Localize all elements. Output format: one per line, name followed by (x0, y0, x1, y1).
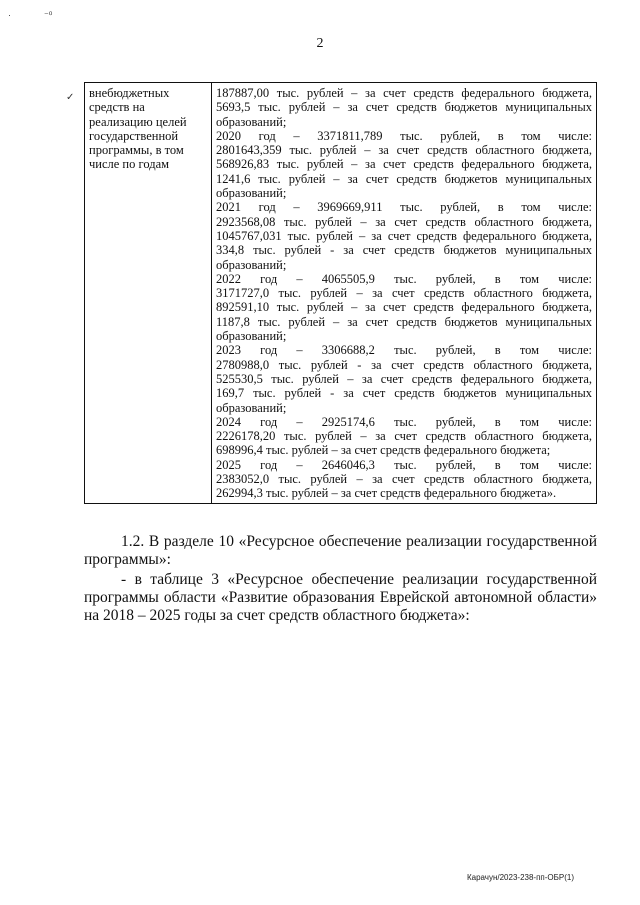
funding-line: образований; (216, 257, 287, 272)
funding-line: 568926,83 тыс. рублей – за счет средств федерального бюджета, (216, 157, 592, 172)
label-line: внебюджетных (89, 86, 170, 100)
label-line: государственной (89, 128, 179, 143)
funding-line: 5693,5 тыс. рублей – за счет средств бюджетов муниципальных (216, 100, 592, 115)
paragraph-line: - в таблице 3 «Ресурсное обеспечение реализации государственной (121, 571, 597, 588)
paragraph-line: 1.2. В разделе 10 «Ресурсное обеспечение реализации государственной (121, 533, 597, 550)
document-reference-footer: Карачун/2023-238-пп-ОБР(1) (466, 873, 574, 882)
funding-line: 2022 год – 4065505,9 тыс. рублей, в том числе: (216, 271, 592, 286)
funding-line: 698996,4 тыс. рублей – за счет средств федерального бюджета; (216, 443, 551, 458)
scan-mark-tick: ✓ (66, 92, 75, 103)
paragraph-line: программы»: (84, 551, 171, 568)
label-line: числе по годам (89, 157, 170, 172)
paragraph-line: на 2018 – 2025 годы за счет средств областного бюджета»: (84, 607, 470, 624)
funding-line: 3171727,0 тыс. рублей – за счет средств областного бюджета, (216, 286, 592, 301)
funding-line: 187887,00 тыс. рублей – за счет средств федерального бюджета, (216, 86, 592, 100)
funding-values-cell (212, 83, 597, 504)
funding-line: 1241,6 тыс. рублей – за счет средств бюджетов муниципальных (216, 171, 592, 186)
scan-mark-dot: · (8, 10, 11, 20)
funding-line: 1187,8 тыс. рублей – за счет средств бюджетов муниципальных (216, 314, 592, 329)
funding-line: 892591,10 тыс. рублей – за счет средств федерального бюджета, (216, 300, 592, 315)
page-number: 2 (316, 36, 324, 51)
table-amendment-paragraph (84, 571, 597, 625)
label-line: средств на (89, 100, 145, 115)
label-line: программы, в том (89, 143, 184, 158)
funding-line: образований; (216, 400, 287, 415)
funding-line: образований; (216, 114, 287, 129)
funding-line: образований; (216, 329, 287, 344)
funding-line: 2780988,0 тыс. рублей - за счет средств областного бюджета, (216, 357, 592, 372)
funding-line: образований; (216, 186, 287, 201)
funding-line: 2020 год – 3371811,789 тыс. рублей, в том числе: (216, 128, 592, 143)
funding-line: 2801643,359 тыс. рублей – за счет средств областного бюджета, (216, 143, 592, 158)
funding-line: 2023 год – 3306688,2 тыс. рублей, в том числе: (216, 343, 592, 358)
scan-mark-dash: ⁻⁰ (44, 10, 53, 20)
paragraph-line: программы области «Развитие образования Еврейской автономной области» (84, 589, 597, 606)
funding-line: 2383052,0 тыс. рублей – за счет средств областного бюджета, (216, 472, 592, 487)
funding-line: 262994,3 тыс. рублей – за счет средств федерального бюджета». (216, 486, 557, 501)
funding-label-cell (85, 83, 212, 504)
section-amendment-paragraph (84, 533, 597, 569)
funding-line: 525530,5 тыс. рублей – за счет средств федерального бюджета, (216, 371, 592, 386)
funding-line: 2226178,20 тыс. рублей – за счет средств областного бюджета, (216, 429, 592, 444)
funding-line: 2923568,08 тыс. рублей – за счет средств областного бюджета, (216, 214, 592, 229)
funding-line: 334,8 тыс. рублей - за счет средств бюджетов муниципальных (216, 243, 592, 258)
funding-line: 1045767,031 тыс. рублей – за счет средств федерального бюджета, (216, 228, 592, 243)
program-funding-table (84, 82, 597, 504)
funding-line: 2021 год – 3969669,911 тыс. рублей, в том числе: (216, 200, 592, 215)
funding-line: 169,7 тыс. рублей - за счет средств бюджетов муниципальных (216, 386, 592, 401)
funding-line: 2025 год – 2646046,3 тыс. рублей, в том числе: (216, 457, 592, 472)
table-row (85, 83, 597, 504)
funding-line: 2024 год – 2925174,6 тыс. рублей, в том числе: (216, 414, 592, 429)
label-line: реализацию целей (89, 114, 187, 129)
